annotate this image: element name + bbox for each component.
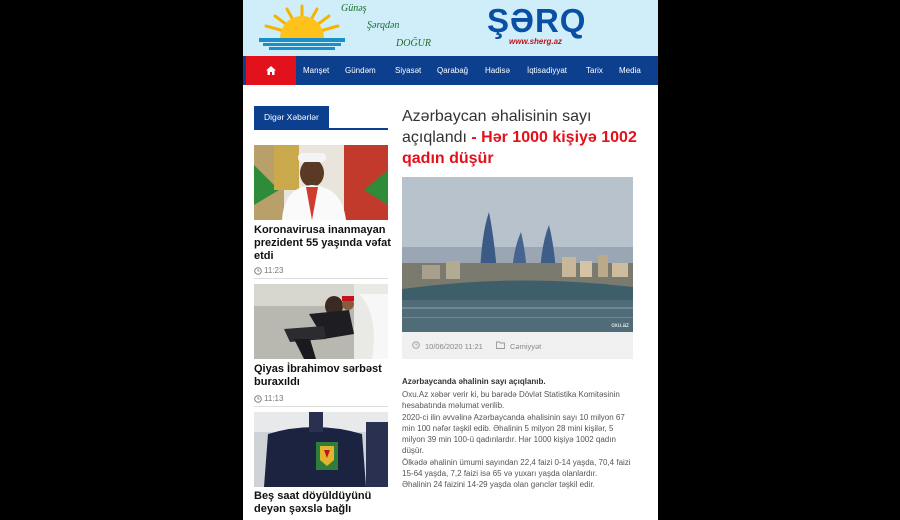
nav-item-media[interactable]: Media: [619, 66, 641, 75]
article-title-highlight: - Hər 1000 kişiyə 1002 qadın düşür: [402, 129, 637, 167]
site-banner: [243, 0, 658, 56]
news-thumbnail-2[interactable]: [254, 284, 388, 359]
nav-item-gundem[interactable]: Gündəm: [345, 66, 376, 75]
article-paragraph: Əhalinin 24 faizini 14-29 yaşda olan gənclər təşkil edir.: [402, 480, 595, 490]
police-officer-photo-icon: [254, 412, 388, 487]
news-time-1: [254, 266, 283, 275]
news-thumbnail-3[interactable]: [254, 412, 388, 487]
article-title-main: Azərbaycan əhalisinin sayı açıqlandı: [402, 108, 592, 146]
news-title-1[interactable]: Koronavirusa inanmayan prezident 55 yaşında vəfat etdi: [254, 224, 391, 262]
divider: [254, 406, 388, 407]
slogan-word-1: Günəş: [341, 3, 367, 14]
article-body: [402, 389, 638, 491]
news-title-3[interactable]: Beş saat döyüldüyünü deyən şəxslə bağlı: [254, 490, 372, 515]
article-date: 10/06/2020 11:21: [425, 342, 483, 351]
nav-home-button[interactable]: [246, 56, 296, 85]
clock-icon: [254, 267, 262, 275]
article-paragraph: Oxu.Az xəbər verir ki, bu barədə Dövlət Statistika Komitəsinin hesabatında məlumat verilib.: [402, 390, 620, 411]
nav-item-hadise[interactable]: Hadisə: [485, 66, 510, 75]
article-category[interactable]: Cəmiyyət: [510, 342, 542, 351]
image-watermark: oxu.az: [611, 323, 629, 329]
slogan-word-3: DOĞUR: [396, 38, 431, 49]
arrest-photo-icon: [254, 284, 388, 359]
nav-item-iqtisadiyyat[interactable]: İqtisadiyyat: [527, 66, 568, 75]
clock-icon: [412, 341, 420, 349]
article-lead: Azərbaycanda əhalinin sayı açıqlanıb.: [402, 377, 546, 386]
news-thumbnail-1[interactable]: [254, 145, 388, 220]
home-icon: [266, 66, 276, 75]
sidebar-tab-underline: [254, 128, 388, 130]
article-paragraph: Ölkədə əhalinin ümumi sayından 22,4 faizi 0-14 yaşda, 70,4 faizi 15-64 yaşda, 7,2 faizi isə 65 və yuxarı yaşda olanlardır.: [402, 457, 631, 479]
nav-item-qarabag[interactable]: Qarabağ: [437, 66, 469, 75]
nav-item-siyaset[interactable]: Siyasət: [395, 66, 422, 75]
news-time-2: [254, 394, 283, 403]
nav-item-manset[interactable]: Manşet: [303, 66, 330, 75]
news-title-2[interactable]: Qiyas İbrahimov sərbəst buraxıldı: [254, 363, 382, 388]
folder-icon: [496, 341, 505, 349]
page: [243, 0, 658, 520]
article-paragraph: 2020-ci ilin əvvəlinə Azərbaycanda əhalisinin sayı 10 milyon 67 min 100 nəfər təşkil edib. Əhalinin 5 milyon 28 mini kişilər, 5 milyon 39 min 100-ü qadınlardır. Hər 1000 kişiyə 1002 qadın düşür.: [402, 412, 625, 456]
nav-item-tarix[interactable]: Tarix: [586, 66, 603, 75]
slogan-word-2: Şərqdən: [367, 20, 400, 31]
divider: [254, 278, 388, 279]
article-meta: [402, 332, 633, 359]
clock-icon: [254, 395, 262, 403]
baku-flame-towers-photo-icon: [402, 177, 633, 332]
president-photo-icon: [254, 145, 388, 220]
sidebar-tab-other-news[interactable]: Digər Xəbərlər: [254, 106, 329, 128]
article-title: [402, 106, 642, 169]
site-logo[interactable]: ŞƏRQ: [487, 2, 587, 39]
site-url: www.sherg.az: [509, 37, 563, 46]
main-nav: [243, 56, 658, 85]
sun-logo-icon: [253, 2, 351, 54]
news-time-value-1: 11:23: [264, 266, 284, 275]
news-time-value-2: 11:13: [264, 394, 284, 403]
article-image[interactable]: [402, 177, 633, 332]
